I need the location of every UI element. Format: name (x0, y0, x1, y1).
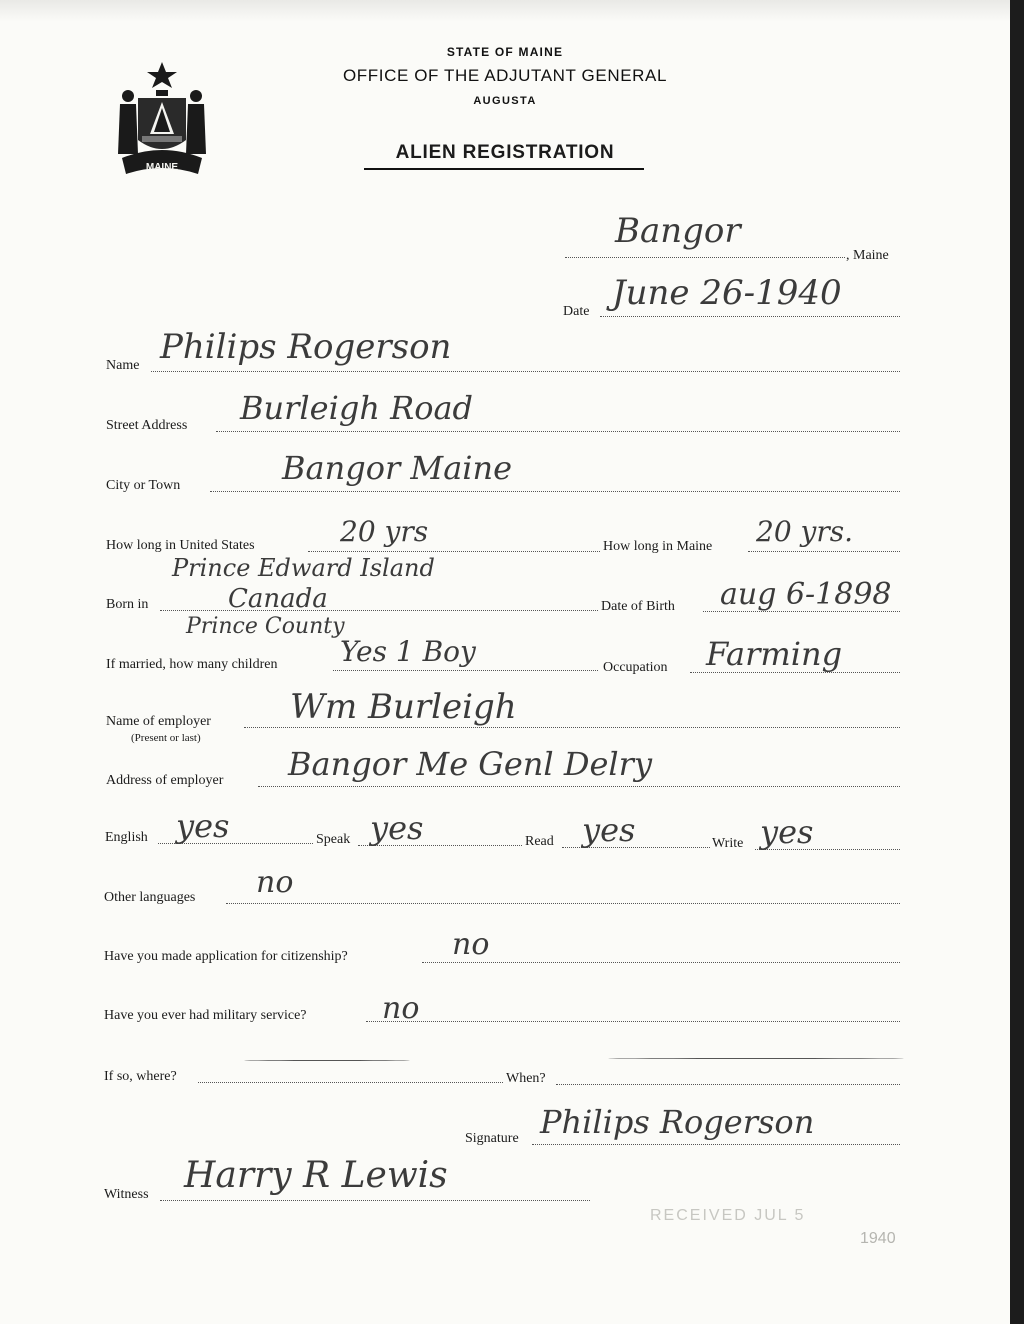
signature-entry: Philips Rogerson (540, 1103, 815, 1141)
place-line (565, 257, 845, 258)
scan-edge (1010, 0, 1024, 1324)
read-label: Read (525, 834, 554, 849)
form-title: ALIEN REGISTRATION (395, 142, 615, 163)
date-label: Date (563, 304, 590, 319)
born-in-entry: Canada (228, 584, 328, 614)
born-in-county-entry: Prince County (186, 614, 345, 639)
how-long-maine-entry: 20 yrs. (756, 515, 854, 548)
when-label: When? (506, 1071, 546, 1086)
when-dash-mark (608, 1058, 904, 1059)
write-label: Write (712, 836, 744, 851)
city-label: City or Town (106, 478, 181, 493)
english-entry: yes (176, 807, 230, 845)
witness-label: Witness (104, 1187, 149, 1202)
street-address-label: Street Address (106, 418, 188, 433)
if-so-where-line (198, 1082, 503, 1083)
married-children-label: If married, how many children (106, 657, 278, 672)
employer-address-line (258, 786, 900, 787)
date-entry: June 26-1940 (612, 273, 842, 313)
scan-shadow (0, 0, 1010, 22)
military-service-line (366, 1021, 900, 1022)
received-stamp: RECEIVED JUL 5 (650, 1207, 806, 1224)
how-long-us-line (308, 551, 600, 552)
signature-label: Signature (465, 1131, 519, 1146)
if-so-where-label: If so, where? (104, 1069, 177, 1084)
header-state: STATE OF MAINE (446, 45, 564, 59)
how-long-maine-label: How long in Maine (603, 539, 713, 554)
when-line (556, 1084, 900, 1085)
occupation-entry: Farming (706, 635, 843, 673)
citizenship-line (422, 962, 900, 963)
speak-entry: yes (370, 809, 424, 847)
military-service-entry: no (382, 991, 420, 1026)
how-long-us-entry: 20 yrs (340, 515, 429, 548)
present-or-last-note: (Present or last) (131, 732, 201, 744)
employer-name-entry: Wm Burleigh (290, 687, 517, 727)
header-office: OFFICE OF THE ADJUTANT GENERAL (342, 66, 668, 85)
how-long-us-label: How long in United States (106, 538, 255, 553)
citizenship-label: Have you made application for citizenship? (104, 949, 348, 964)
signature-line (532, 1144, 900, 1145)
married-children-line (333, 670, 598, 671)
read-entry: yes (582, 811, 636, 849)
name-entry: Philips Rogerson (160, 327, 452, 367)
place-suffix-label: , Maine (846, 248, 889, 263)
name-label: Name (106, 358, 140, 373)
seal-text: MAINE (145, 162, 179, 173)
witness-entry: Harry R Lewis (184, 1155, 448, 1196)
employer-name-label: Name of employer (106, 714, 211, 729)
citizenship-entry: no (452, 927, 490, 962)
how-long-maine-line (748, 551, 900, 552)
where-dash-mark (244, 1060, 410, 1061)
date-line (600, 316, 900, 317)
speak-label: Speak (316, 832, 351, 847)
employer-name-line (244, 727, 900, 728)
date-of-birth-entry: aug 6-1898 (720, 577, 892, 612)
street-address-entry: Burleigh Road (240, 389, 474, 427)
city-entry: Bangor Maine (282, 449, 513, 487)
maine-seal-icon (108, 58, 216, 180)
born-in-province-entry: Prince Edward Island (172, 554, 435, 582)
married-children-entry: Yes 1 Boy (340, 635, 476, 668)
employer-address-label: Address of employer (106, 773, 224, 788)
place-entry: Bangor (615, 211, 741, 251)
city-line (210, 491, 900, 492)
occupation-label: Occupation (603, 660, 668, 675)
witness-line (160, 1200, 590, 1201)
header-city: AUGUSTA (473, 95, 537, 107)
other-languages-label: Other languages (104, 890, 196, 905)
name-line (151, 371, 900, 372)
street-address-line (216, 431, 900, 432)
other-languages-line (226, 903, 900, 904)
born-in-line (160, 610, 598, 611)
date-of-birth-label: Date of Birth (601, 599, 675, 614)
other-languages-entry: no (256, 865, 294, 900)
english-label: English (105, 830, 148, 845)
received-stamp-year: 1940 (860, 1230, 896, 1247)
military-service-label: Have you ever had military service? (104, 1008, 307, 1023)
employer-address-entry: Bangor Me Genl Delry (288, 745, 653, 783)
write-entry: yes (760, 813, 814, 851)
born-in-label: Born in (106, 597, 149, 612)
title-underline (364, 168, 644, 170)
